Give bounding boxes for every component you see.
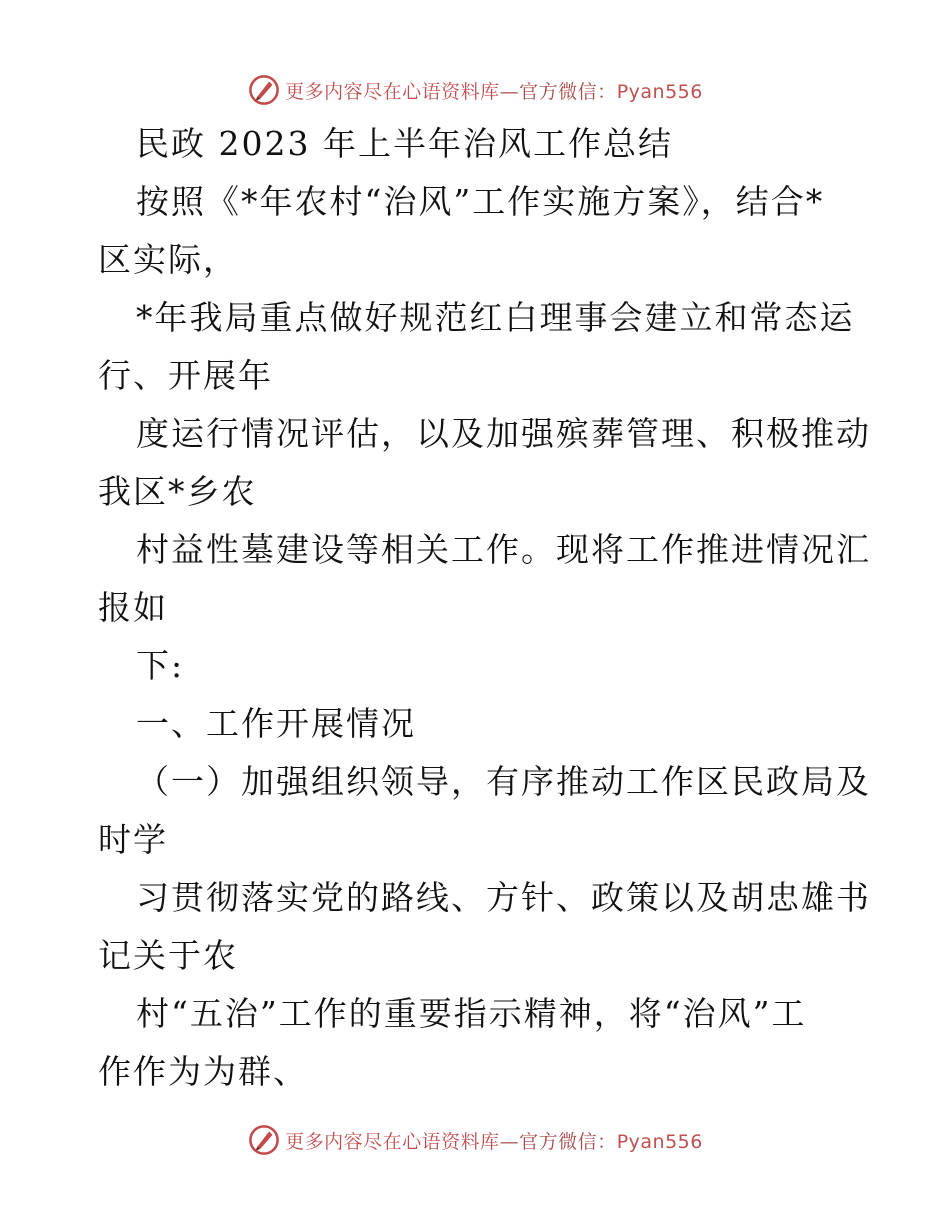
text-line: 下: xyxy=(136,646,185,685)
text-line: 记关于农 xyxy=(98,936,238,975)
document-body xyxy=(98,115,871,1101)
text-line: 民政 2023 年上半年治风工作总结 xyxy=(136,124,673,163)
watermark-label: 官方微信： xyxy=(519,80,617,103)
text-line: 村益性墓建设等相关工作。现将工作推进情况汇 xyxy=(136,530,871,569)
watermark-header xyxy=(0,70,950,110)
text-line: 我区*乡农 xyxy=(98,472,257,511)
text-line: 作作为为群、 xyxy=(98,1052,308,1091)
text-line: 区实际， xyxy=(98,240,238,279)
pen-logo-icon xyxy=(247,73,281,107)
watermark-text xyxy=(285,1127,703,1154)
text-line: 按照《*年农村“治风”工作实施方案》，结合* xyxy=(136,182,825,221)
text-line: 一、工作开展情况 xyxy=(136,704,416,743)
watermark-id: Pyan556 xyxy=(616,80,703,103)
text-line: （一）加强组织领导，有序推动工作区民政局及 xyxy=(136,762,871,801)
watermark-brand: 更多内容尽在心语资料库 xyxy=(285,1130,500,1153)
watermark-dash: — xyxy=(499,80,520,103)
watermark-dash: — xyxy=(499,1130,520,1153)
text-line: 村“五治”工作的重要指示精神，将“治风”工 xyxy=(136,994,807,1033)
watermark-label: 官方微信： xyxy=(519,1130,617,1153)
watermark-text xyxy=(285,77,703,104)
watermark-footer xyxy=(0,1120,950,1160)
text-line: 时学 xyxy=(98,820,168,859)
watermark-brand: 更多内容尽在心语资料库 xyxy=(285,80,500,103)
text-line: 习贯彻落实党的路线、方针、政策以及胡忠雄书 xyxy=(136,878,871,917)
watermark-id: Pyan556 xyxy=(616,1130,703,1153)
text-line: 度运行情况评估，以及加强殡葬管理、积极推动 xyxy=(136,414,871,453)
text-line: 行、开展年 xyxy=(98,356,273,395)
text-line: 报如 xyxy=(98,588,168,627)
text-line: *年我局重点做好规范红白理事会建立和常态运 xyxy=(136,298,855,337)
pen-logo-icon xyxy=(247,1123,281,1157)
